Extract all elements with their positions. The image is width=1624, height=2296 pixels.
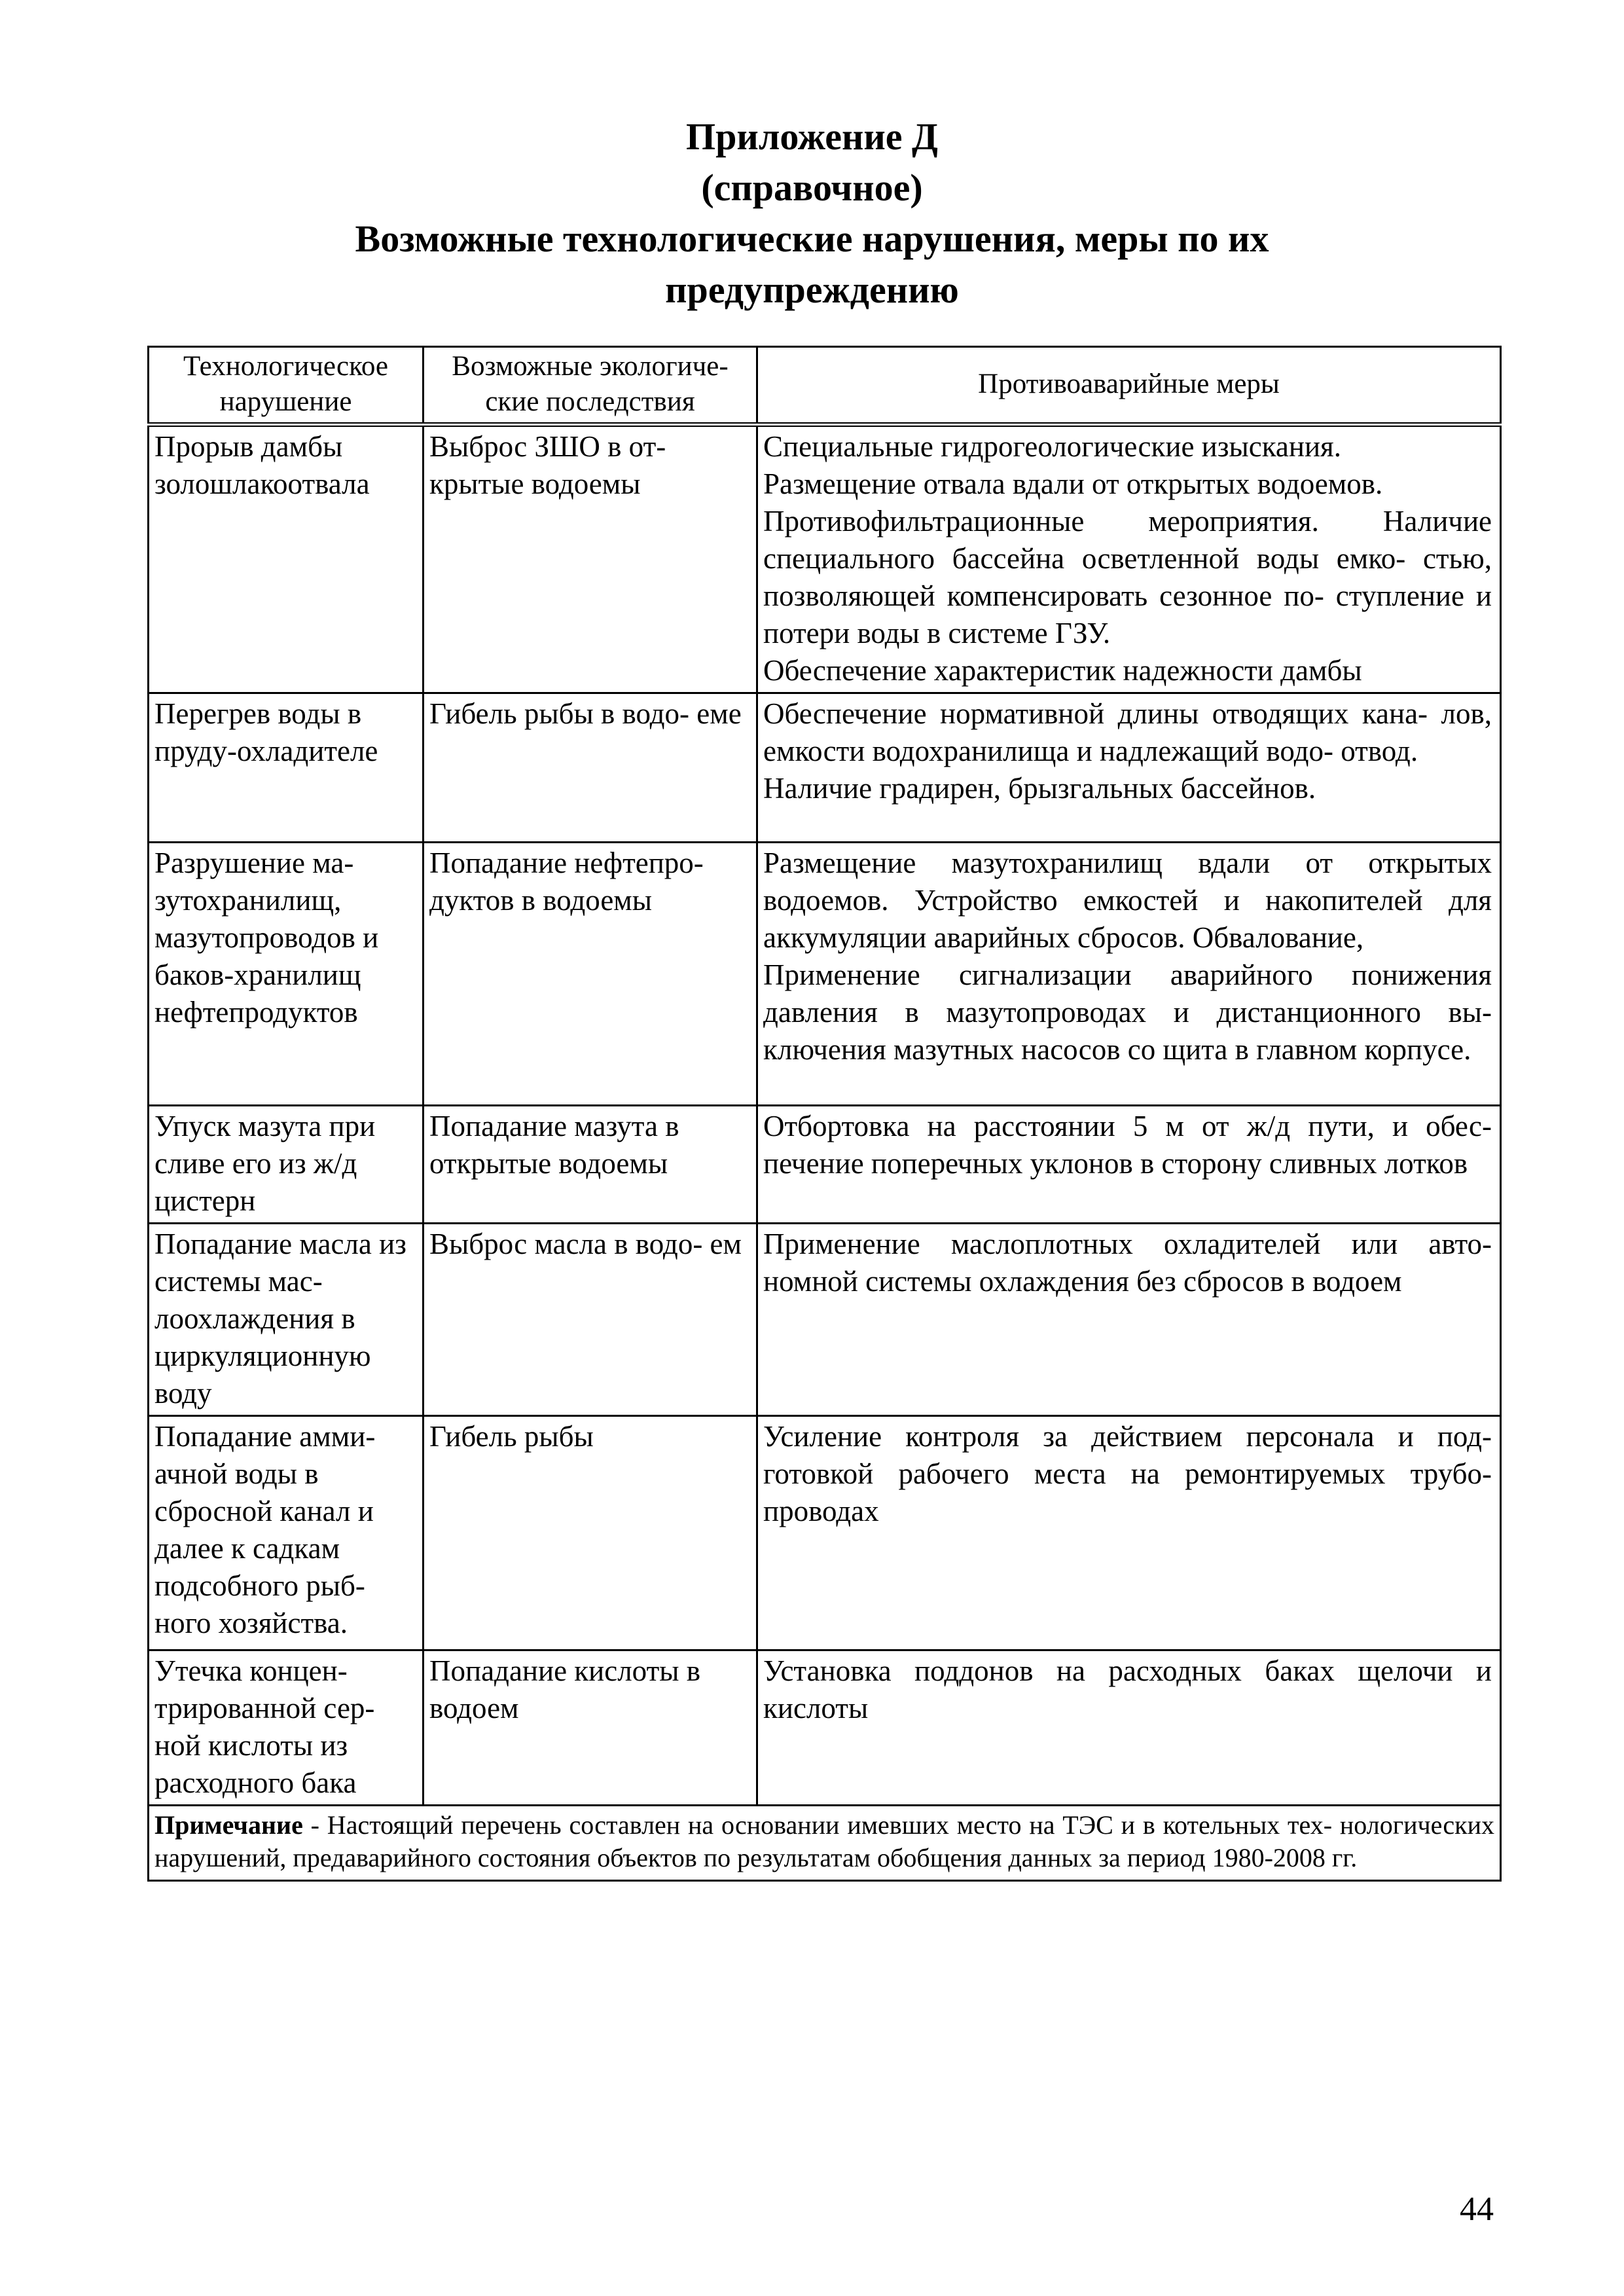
note-text: - Настоящий перечень составлен на основании имевших место на ТЭС и в котельных тех- нологических нарушений, предаварийного состояния объектов по результатам обобщения данных за период 1980-2008 гг.	[154, 1810, 1494, 1872]
measures-cell	[757, 425, 1501, 693]
consequence-cell: Выброс ЗШО в от- крытые водоемы	[424, 425, 757, 693]
measures-cell	[757, 843, 1501, 1106]
appendix-subtitle: (справочное)	[701, 166, 923, 209]
header-measures: Противоаварийные меры	[757, 347, 1501, 425]
measure-line: Обеспечение нормативной длины отводящих кана- лов, емкости водохранилища и надлежащий водо- отвод.	[763, 697, 1492, 767]
table-row	[149, 1106, 1501, 1224]
table-header-row	[149, 347, 1501, 425]
measure-line: Усиление контроля за действием персонала и под- готовкой рабочего места на ремонтируемых трубо- проводах	[763, 1420, 1492, 1527]
table-row	[149, 425, 1501, 693]
consequence-cell: Попадание мазута в открытые водоемы	[424, 1106, 757, 1224]
violation-cell: Попадание амми- ачной воды в сбросной канал и далее к садкам подсобного рыб- ного хозяйства.	[149, 1416, 424, 1650]
measures-cell	[757, 1416, 1501, 1650]
measure-line: Размещение отвала вдали от открытых водоемов.	[763, 467, 1383, 500]
consequence-cell: Выброс масла в водо- ем	[424, 1224, 757, 1416]
appendix-topic-line-1: Возможные технологические нарушения, меры по их	[355, 217, 1269, 260]
violation-cell: Упуск мазута при сливе его из ж/д цистерн	[149, 1106, 424, 1224]
consequence-cell: Попадание нефтепро- дуктов в водоемы	[424, 843, 757, 1106]
consequence-cell: Попадание кислоты в водоем	[424, 1650, 757, 1806]
note-label: Примечание	[154, 1810, 303, 1840]
measure-line: Применение маслоплотных охладителей или авто- номной системы охлаждения без сбросов в водоем	[763, 1228, 1492, 1298]
measures-cell	[757, 1224, 1501, 1416]
table-row	[149, 693, 1501, 843]
table-row	[149, 1650, 1501, 1806]
table-note	[149, 1806, 1501, 1881]
page-heading	[0, 111, 1624, 316]
measure-line: Противофильтрационные мероприятия. Наличие специального бассейна осветленной воды емко- стью, позволяющей компенсировать сезонное по- ступление и потери воды в системе ГЗУ.	[763, 505, 1492, 649]
table-row	[149, 1416, 1501, 1650]
measure-line: Специальные гидрогеологические изыскания.	[763, 430, 1341, 463]
header-violation: Технологическое нарушение	[149, 347, 424, 425]
page-number: 44	[1460, 2191, 1494, 2228]
header-consequence: Возможные экологиче- ские последствия	[424, 347, 757, 425]
appendix-title: Приложение Д	[686, 115, 938, 158]
violations-table	[147, 346, 1502, 1882]
measure-line: Обеспечение характеристик надежности дамбы	[763, 654, 1362, 687]
measure-line: Отбортовка на расстоянии 5 м от ж/д пути, и обес- печение поперечных уклонов в сторону сливных лотков	[763, 1110, 1492, 1180]
violation-cell: Перегрев воды в пруду-охладителе	[149, 693, 424, 843]
measures-cell	[757, 693, 1501, 843]
measure-line: Наличие градирен, брызгальных бассейнов.	[763, 772, 1316, 805]
note-row	[149, 1806, 1501, 1881]
violation-cell: Разрушение ма- зутохранилищ, мазутопроводов и баков-хранилищ нефтепродуктов	[149, 843, 424, 1106]
measure-line: Размещение мазутохранилищ вдали от открытых водоемов. Устройство емкостей и накопителей для аккумуляции аварийных сбросов. Обвалование,	[763, 847, 1492, 954]
appendix-topic-line-2: предупреждению	[665, 268, 959, 311]
measures-cell	[757, 1106, 1501, 1224]
measure-line: Установка поддонов на расходных баках щелочи и кислоты	[763, 1654, 1492, 1724]
table-row	[149, 1224, 1501, 1416]
consequence-cell: Гибель рыбы	[424, 1416, 757, 1650]
measures-cell	[757, 1650, 1501, 1806]
violation-cell: Попадание масла из системы мас- лоохлаждения в циркуляционную воду	[149, 1224, 424, 1416]
consequence-cell: Гибель рыбы в водо- еме	[424, 693, 757, 843]
table-row	[149, 843, 1501, 1106]
measure-line: Применение сигнализации аварийного понижения давления в мазутопроводах и дистанционного вы- ключения мазутных насосов со щита в главном корпусе.	[763, 958, 1492, 1066]
violation-cell: Утечка концен- трированной сер- ной кислоты из расходного бака	[149, 1650, 424, 1806]
violation-cell: Прорыв дамбы золошлакоотвала	[149, 425, 424, 693]
